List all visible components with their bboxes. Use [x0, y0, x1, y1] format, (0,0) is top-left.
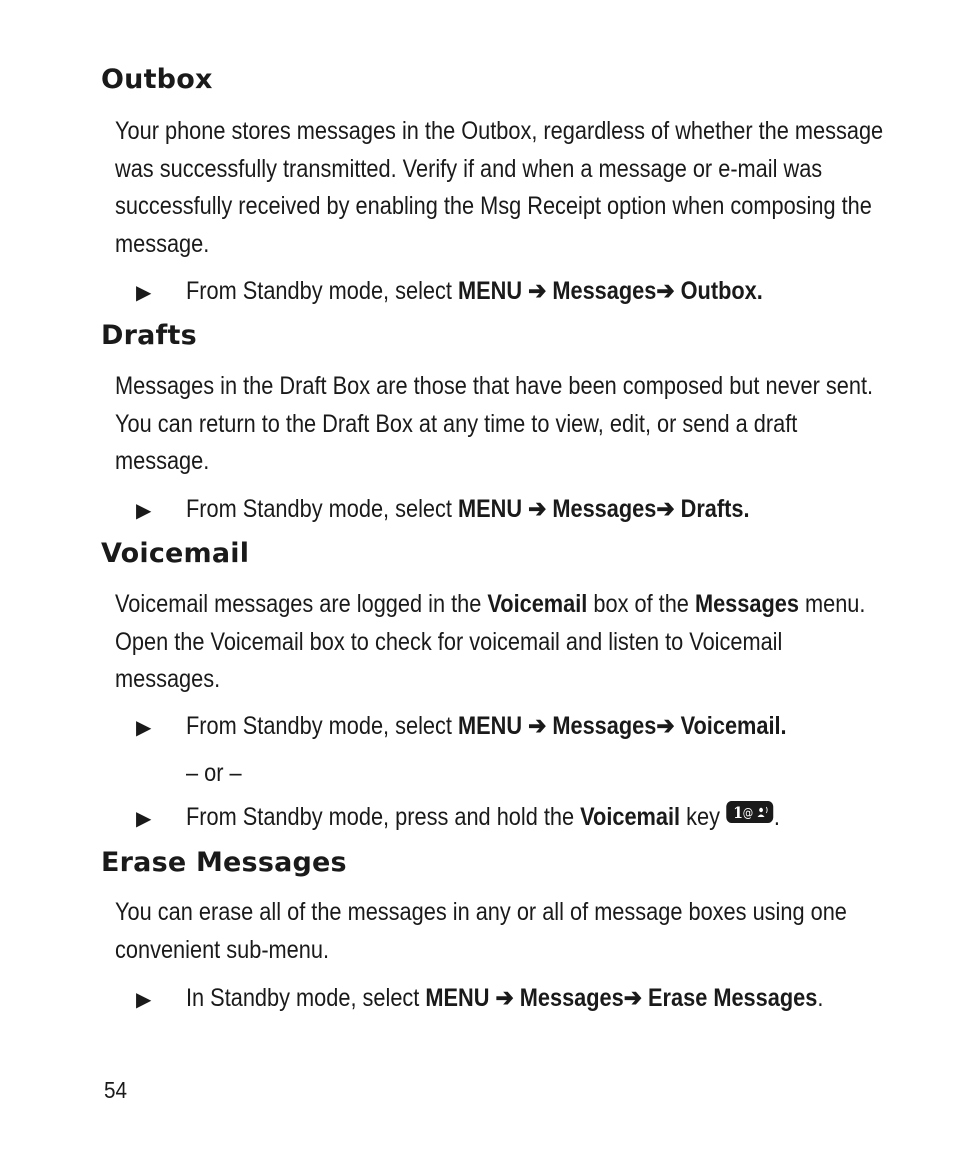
page-number: 54 — [104, 1077, 128, 1103]
voicemail-heading: Voicemail — [101, 538, 250, 569]
step-prefix: From Standby mode, select — [186, 495, 458, 523]
voicemail-body-part2: box of the — [587, 590, 695, 618]
arrow-icon: ➔ — [656, 277, 681, 305]
outbox-target-label: Outbox. — [680, 277, 763, 305]
messages-label: Messages — [519, 984, 624, 1012]
arrow-icon: ➔ — [522, 712, 553, 740]
drafts-description: Messages in the Draft Box are those that have been composed but never sent. You can return to the Draft Box at any time to view, edit, or send a draft message. — [115, 372, 874, 475]
step-end: . — [773, 803, 780, 831]
step-suffix: key — [680, 803, 720, 831]
outbox-step-text — [186, 276, 763, 306]
messages-label: Messages — [552, 712, 657, 740]
menu-label: MENU — [457, 495, 523, 523]
menu-label: MENU — [457, 277, 523, 305]
step-prefix: From Standby mode, select — [186, 277, 458, 305]
arrow-icon: ➔ — [489, 984, 520, 1012]
svg-text:1: 1 — [733, 802, 743, 823]
drafts-step-text — [186, 494, 750, 524]
drafts-target-label: Drafts. — [680, 495, 750, 523]
messages-label: Messages — [552, 495, 657, 523]
voicemail-key-label: Voicemail — [580, 803, 681, 831]
drafts-heading: Drafts — [101, 320, 197, 351]
menu-label: MENU — [425, 984, 490, 1012]
drafts-step — [136, 494, 834, 524]
erase-messages-heading: Erase Messages — [101, 847, 347, 878]
bullet-arrow-icon: ▶ — [136, 808, 152, 830]
outbox-step — [136, 276, 849, 306]
bullet-arrow-icon: ▶ — [136, 989, 152, 1011]
step-prefix: From Standby mode, press and hold the — [186, 803, 581, 831]
bullet-arrow-icon: ▶ — [136, 282, 152, 304]
outbox-heading: Outbox — [101, 64, 213, 95]
arrow-icon: ➔ — [522, 495, 553, 523]
messages-label: Messages — [552, 277, 657, 305]
or-separator: – or – — [186, 759, 242, 787]
voicemail-description — [115, 586, 885, 699]
erase-step-text — [186, 983, 823, 1013]
erase-target-label: Erase Messages — [648, 984, 818, 1012]
voicemail-1-key-icon — [725, 799, 774, 832]
voicemail-step-2 — [136, 802, 869, 832]
erase-step — [136, 983, 919, 1013]
menu-label: MENU — [457, 712, 523, 740]
voicemail-body-part1: Voicemail messages are logged in the — [115, 590, 488, 618]
arrow-icon: ➔ — [522, 277, 553, 305]
step-end: . — [817, 984, 824, 1012]
step-prefix: In Standby mode, select — [186, 984, 426, 1012]
bullet-arrow-icon: ▶ — [136, 717, 152, 739]
voicemail-body-bold2: Messages — [694, 590, 799, 618]
arrow-icon: ➔ — [623, 984, 649, 1012]
outbox-description: Your phone stores messages in the Outbox, regardless of whether the message was successfully transmitted. Verify if and when a message or e-mail was successfully received by enabling the Msg Receipt option when composing the message. — [115, 117, 884, 258]
voicemail-step1-text — [186, 711, 787, 741]
erase-messages-description: You can erase all of the messages in any or all of message boxes using one convenient sub-menu. — [115, 898, 847, 964]
svg-text:@: @ — [742, 806, 754, 821]
voicemail-step-1 — [136, 711, 876, 741]
voicemail-body-bold1: Voicemail — [487, 590, 588, 618]
voicemail-target-label: Voicemail. — [680, 712, 787, 740]
arrow-icon: ➔ — [656, 495, 681, 523]
step-prefix: From Standby mode, select — [186, 712, 458, 740]
bullet-arrow-icon: ▶ — [136, 500, 152, 522]
arrow-icon: ➔ — [656, 712, 681, 740]
voicemail-step2-text — [186, 802, 780, 832]
voicemail-body-part3: menu. Open the Voicemail box to check for voicemail and listen to Voicemail messages. — [115, 590, 866, 693]
